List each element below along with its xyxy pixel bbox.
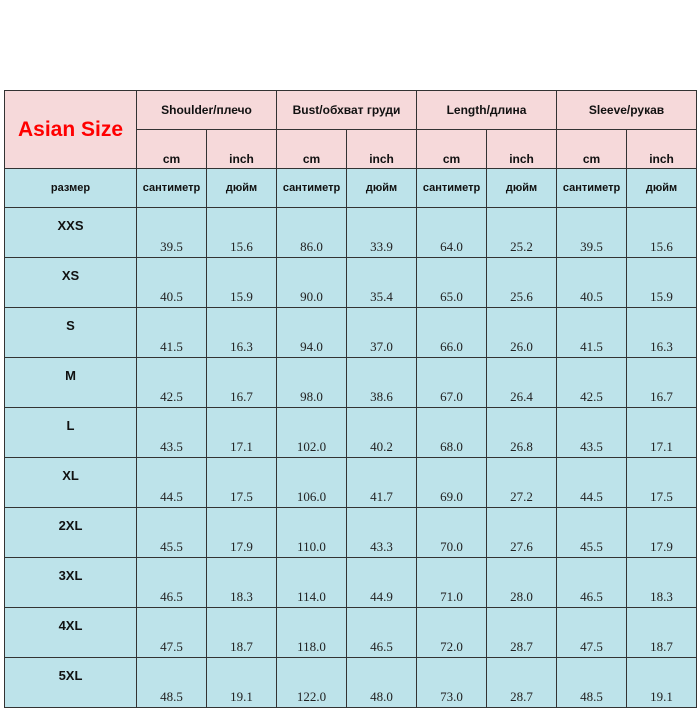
unit-inch: inch xyxy=(627,130,697,169)
value-cell: 66.0 xyxy=(417,308,487,358)
value-cell: 42.5 xyxy=(137,358,207,408)
unit-inch-ru: дюйм xyxy=(627,169,697,208)
unit-cm: cm xyxy=(137,130,207,169)
table-row xyxy=(5,308,697,358)
unit-cm: cm xyxy=(277,130,347,169)
value-cell: 25.6 xyxy=(487,258,557,308)
value-cell: 43.5 xyxy=(137,408,207,458)
value-cell: 17.1 xyxy=(207,408,277,458)
value-cell: 90.0 xyxy=(277,258,347,308)
value-cell: 42.5 xyxy=(557,358,627,408)
value-cell: 48.5 xyxy=(557,658,627,708)
group-header-length: Length/длина xyxy=(417,91,557,130)
value-cell: 25.2 xyxy=(487,208,557,258)
value-cell: 68.0 xyxy=(417,408,487,458)
table-row xyxy=(5,358,697,408)
unit-cm-ru: сантиметр xyxy=(137,169,207,208)
value-cell: 26.4 xyxy=(487,358,557,408)
value-cell: 47.5 xyxy=(137,608,207,658)
asian-size-label: Asian Size xyxy=(5,91,137,169)
size-cell: S xyxy=(5,308,137,358)
value-cell: 16.3 xyxy=(627,308,697,358)
value-cell: 64.0 xyxy=(417,208,487,258)
value-cell: 48.0 xyxy=(347,658,417,708)
value-cell: 72.0 xyxy=(417,608,487,658)
table-row xyxy=(5,208,697,258)
size-cell: M xyxy=(5,358,137,408)
size-cell: XXS xyxy=(5,208,137,258)
value-cell: 37.0 xyxy=(347,308,417,358)
value-cell: 40.2 xyxy=(347,408,417,458)
value-cell: 18.3 xyxy=(207,558,277,608)
unit-inch: inch xyxy=(347,130,417,169)
unit-inch-ru: дюйм xyxy=(207,169,277,208)
value-cell: 47.5 xyxy=(557,608,627,658)
value-cell: 106.0 xyxy=(277,458,347,508)
value-cell: 48.5 xyxy=(137,658,207,708)
value-cell: 110.0 xyxy=(277,508,347,558)
value-cell: 40.5 xyxy=(557,258,627,308)
value-cell: 27.2 xyxy=(487,458,557,508)
header-row-russian xyxy=(5,169,697,208)
size-cell: 3XL xyxy=(5,558,137,608)
value-cell: 114.0 xyxy=(277,558,347,608)
unit-inch-ru: дюйм xyxy=(487,169,557,208)
value-cell: 71.0 xyxy=(417,558,487,608)
value-cell: 26.0 xyxy=(487,308,557,358)
table-row xyxy=(5,458,697,508)
value-cell: 17.5 xyxy=(627,458,697,508)
value-cell: 28.7 xyxy=(487,658,557,708)
value-cell: 44.9 xyxy=(347,558,417,608)
group-header-shoulder: Shoulder/плечо xyxy=(137,91,277,130)
unit-inch-ru: дюйм xyxy=(347,169,417,208)
value-cell: 43.5 xyxy=(557,408,627,458)
value-cell: 15.9 xyxy=(207,258,277,308)
unit-inch: inch xyxy=(487,130,557,169)
value-cell: 65.0 xyxy=(417,258,487,308)
value-cell: 33.9 xyxy=(347,208,417,258)
value-cell: 26.8 xyxy=(487,408,557,458)
table-row xyxy=(5,558,697,608)
value-cell: 45.5 xyxy=(137,508,207,558)
size-cell: XS xyxy=(5,258,137,308)
value-cell: 122.0 xyxy=(277,658,347,708)
size-label-ru: размер xyxy=(5,169,137,208)
value-cell: 15.6 xyxy=(627,208,697,258)
value-cell: 45.5 xyxy=(557,508,627,558)
group-header-sleeve: Sleeve/рукав xyxy=(557,91,697,130)
unit-cm-ru: сантиметр xyxy=(557,169,627,208)
value-cell: 46.5 xyxy=(347,608,417,658)
size-cell: XL xyxy=(5,458,137,508)
value-cell: 15.6 xyxy=(207,208,277,258)
value-cell: 73.0 xyxy=(417,658,487,708)
value-cell: 44.5 xyxy=(137,458,207,508)
value-cell: 98.0 xyxy=(277,358,347,408)
value-cell: 86.0 xyxy=(277,208,347,258)
value-cell: 19.1 xyxy=(627,658,697,708)
value-cell: 35.4 xyxy=(347,258,417,308)
value-cell: 18.3 xyxy=(627,558,697,608)
header-row-groups xyxy=(5,91,697,130)
value-cell: 44.5 xyxy=(557,458,627,508)
value-cell: 18.7 xyxy=(627,608,697,658)
value-cell: 118.0 xyxy=(277,608,347,658)
size-cell: 4XL xyxy=(5,608,137,658)
size-chart-table xyxy=(4,90,697,708)
value-cell: 67.0 xyxy=(417,358,487,408)
value-cell: 41.5 xyxy=(137,308,207,358)
value-cell: 70.0 xyxy=(417,508,487,558)
value-cell: 28.7 xyxy=(487,608,557,658)
table-row xyxy=(5,408,697,458)
size-cell: 5XL xyxy=(5,658,137,708)
table-row xyxy=(5,258,697,308)
value-cell: 27.6 xyxy=(487,508,557,558)
value-cell: 16.3 xyxy=(207,308,277,358)
value-cell: 16.7 xyxy=(627,358,697,408)
value-cell: 19.1 xyxy=(207,658,277,708)
value-cell: 46.5 xyxy=(557,558,627,608)
unit-inch: inch xyxy=(207,130,277,169)
table-row xyxy=(5,508,697,558)
value-cell: 39.5 xyxy=(137,208,207,258)
value-cell: 69.0 xyxy=(417,458,487,508)
value-cell: 38.6 xyxy=(347,358,417,408)
unit-cm-ru: сантиметр xyxy=(417,169,487,208)
table-row xyxy=(5,608,697,658)
value-cell: 94.0 xyxy=(277,308,347,358)
value-cell: 17.9 xyxy=(207,508,277,558)
value-cell: 17.5 xyxy=(207,458,277,508)
size-cell: L xyxy=(5,408,137,458)
unit-cm: cm xyxy=(417,130,487,169)
value-cell: 41.7 xyxy=(347,458,417,508)
value-cell: 41.5 xyxy=(557,308,627,358)
value-cell: 16.7 xyxy=(207,358,277,408)
unit-cm: cm xyxy=(557,130,627,169)
size-cell: 2XL xyxy=(5,508,137,558)
unit-cm-ru: сантиметр xyxy=(277,169,347,208)
value-cell: 46.5 xyxy=(137,558,207,608)
value-cell: 17.1 xyxy=(627,408,697,458)
value-cell: 43.3 xyxy=(347,508,417,558)
group-header-bust: Bust/обхват груди xyxy=(277,91,417,130)
size-chart-body xyxy=(5,91,697,708)
value-cell: 17.9 xyxy=(627,508,697,558)
value-cell: 102.0 xyxy=(277,408,347,458)
value-cell: 15.9 xyxy=(627,258,697,308)
value-cell: 40.5 xyxy=(137,258,207,308)
value-cell: 39.5 xyxy=(557,208,627,258)
value-cell: 18.7 xyxy=(207,608,277,658)
value-cell: 28.0 xyxy=(487,558,557,608)
table-row xyxy=(5,658,697,708)
